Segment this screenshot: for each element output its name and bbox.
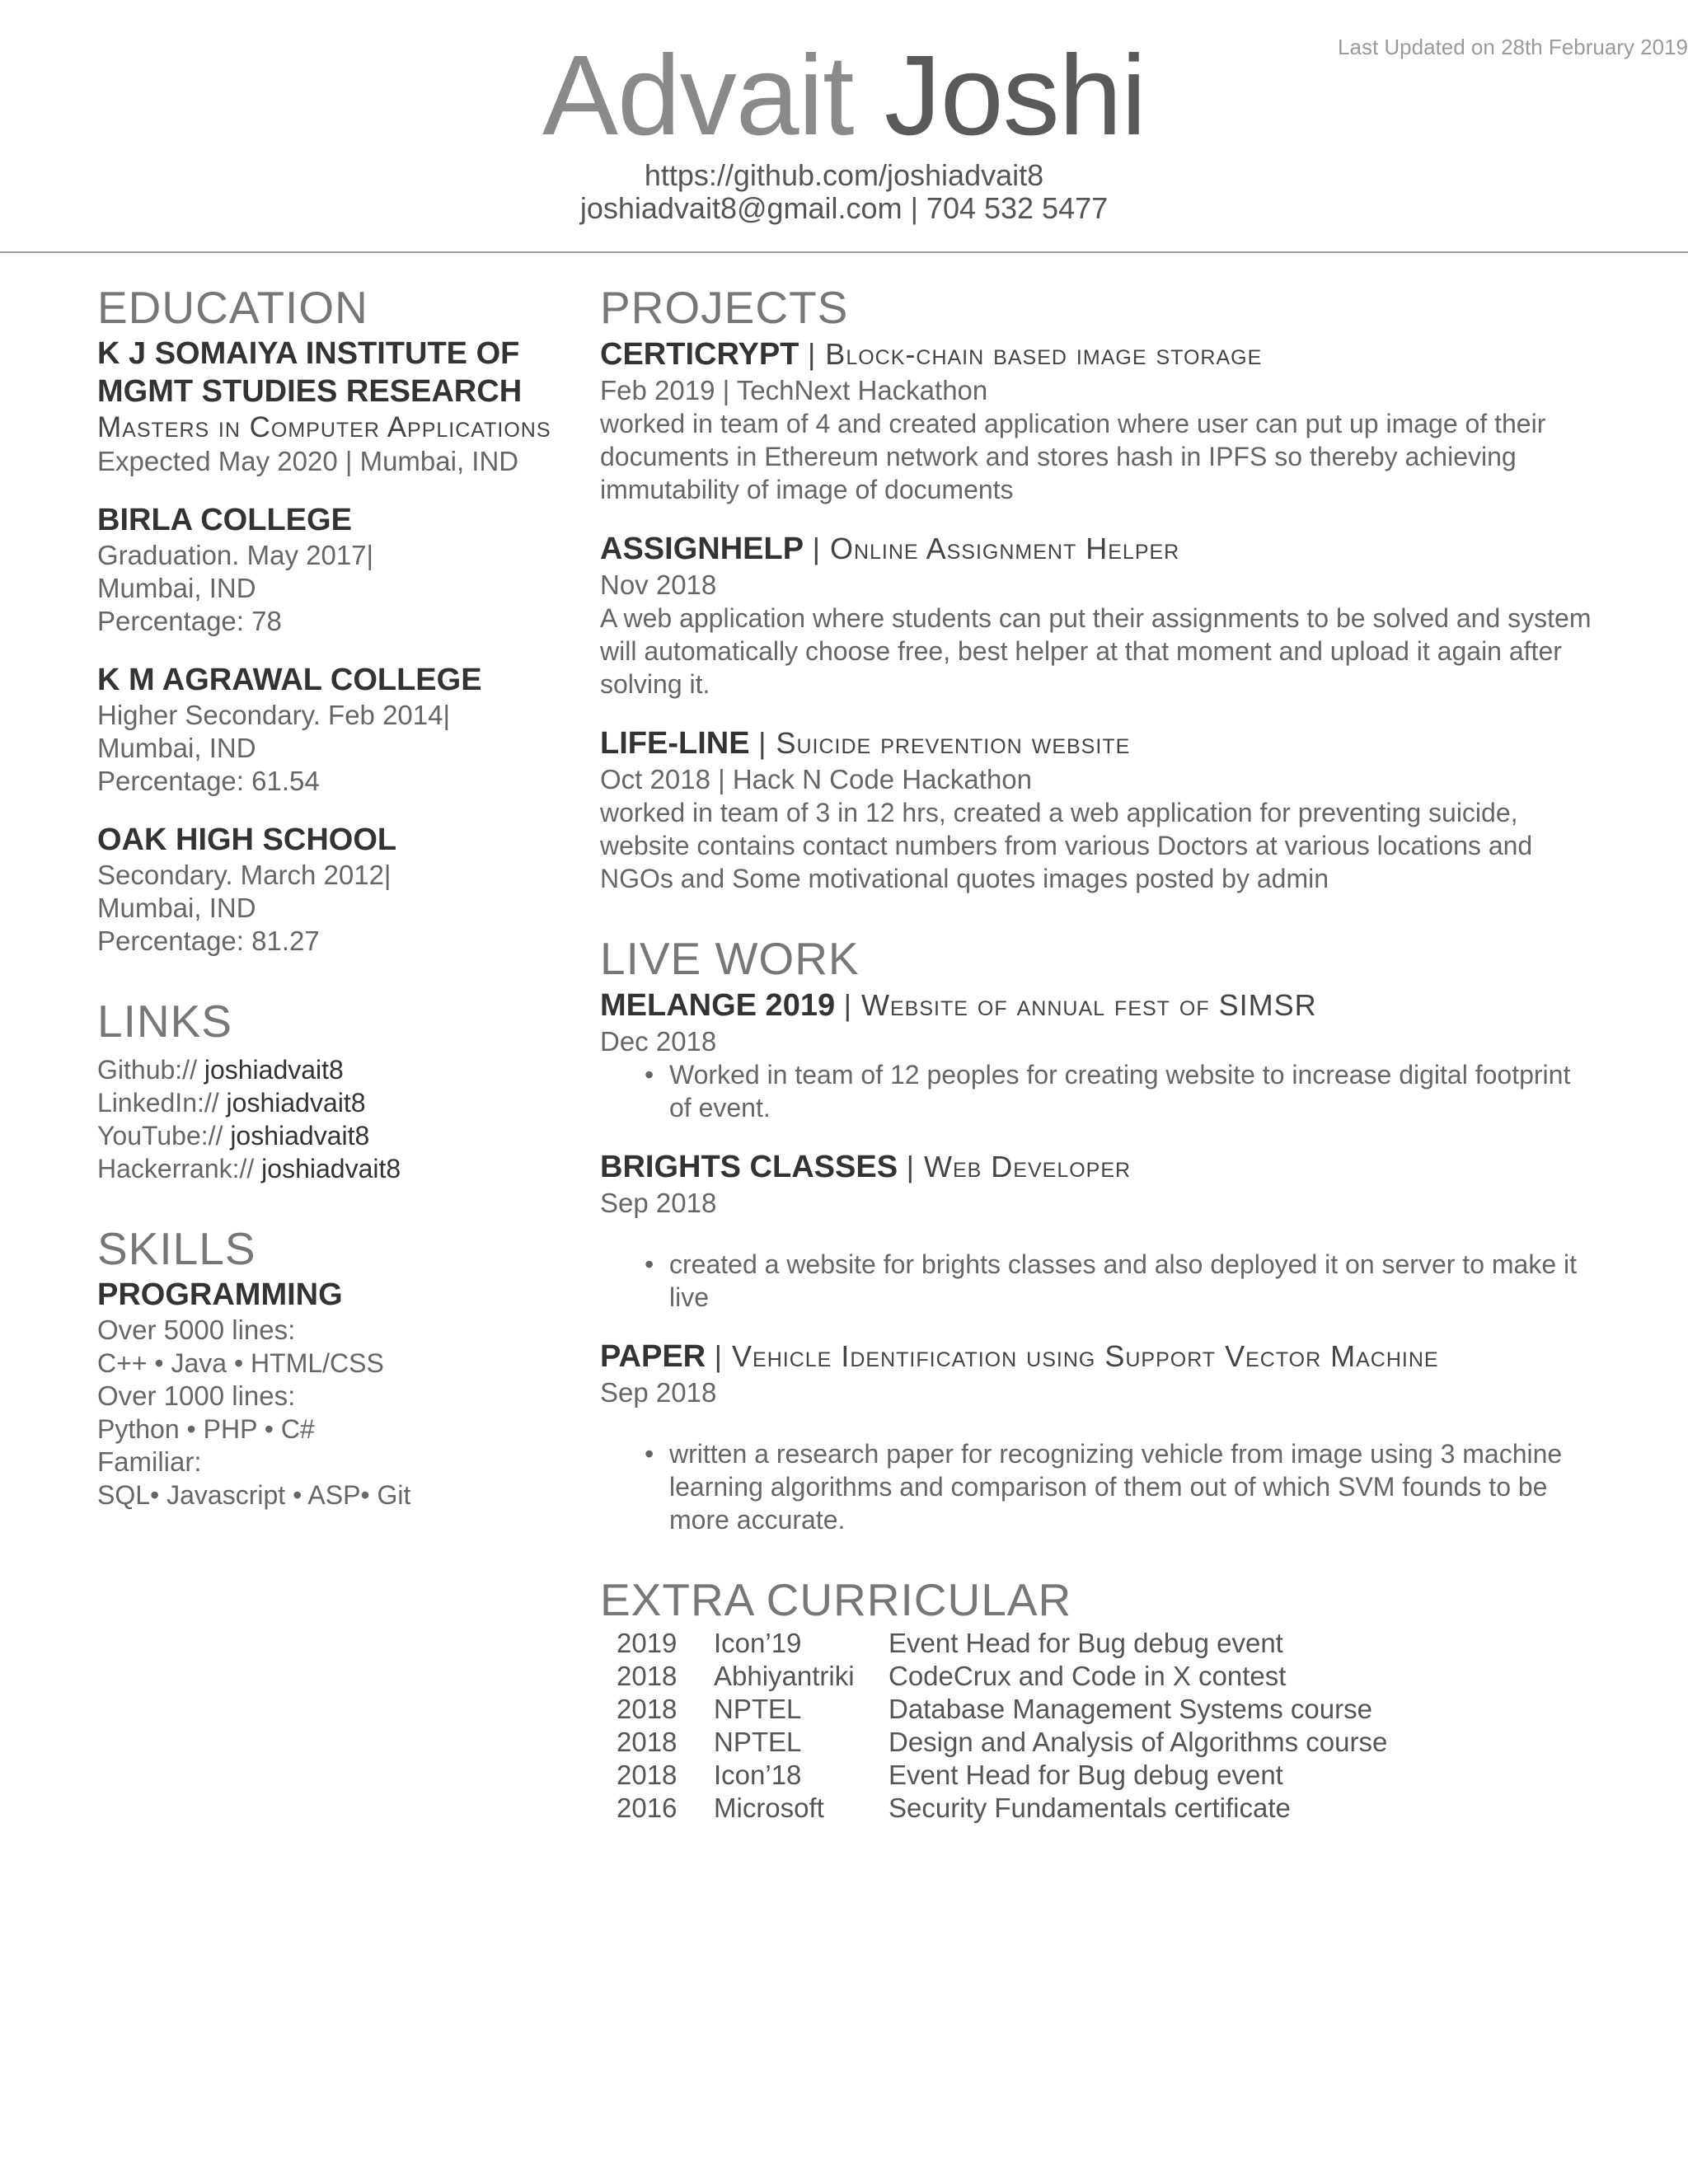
link-hackerrank[interactable] (97, 1152, 559, 1185)
projects-heading: PROJECTS (600, 282, 849, 333)
live-work-title (600, 1337, 1622, 1376)
table-row (617, 1759, 1387, 1792)
live-work-item (600, 1147, 1622, 1314)
bullet-line: learning algorithms and comparison of them out of which SVM founds to be (669, 1472, 1548, 1502)
live-work-heading: LIVE WORK (600, 933, 860, 984)
project-description: | Online Assignment Helper (812, 532, 1180, 565)
desc-cell: Event Head for Bug debug event (889, 1628, 1283, 1658)
live-work-title (600, 986, 1622, 1025)
link-label: LinkedIn:// (97, 1088, 219, 1118)
institution-name: K M AGRAWAL COLLEGE (97, 663, 482, 697)
project-text: worked in team of 3 in 12 hrs, created a web application for preventing suicide, (600, 798, 1518, 827)
live-work-name: BRIGHTS CLASSES (600, 1150, 898, 1184)
education-line: Secondary. March 2012| (97, 860, 392, 890)
live-work-description: | Vehicle Identification using Support Vector Machine (714, 1339, 1439, 1373)
bullet-item: • created a website for brights classes and also deployed it on server to make it live (645, 1249, 1578, 1312)
project-text: A web application where students can put their assignments to be solved and system (600, 603, 1592, 633)
link-value[interactable]: joshiadvait8 (230, 1121, 370, 1151)
link-label: YouTube:// (97, 1121, 223, 1151)
bullet-item: • Worked in team of 12 peoples for creating website to increase digital footprint of event. (645, 1060, 1571, 1122)
org-cell: Abhiyantriki (714, 1661, 855, 1691)
skills-subheading: PROGRAMMING (97, 1277, 343, 1312)
candidate-name (0, 32, 1688, 159)
education-line: Mumbai, IND (97, 893, 256, 923)
links-heading: LINKS (97, 996, 232, 1047)
extra-curricular-heading: EXTRA CURRICULAR (600, 1574, 1072, 1625)
project-text: worked in team of 4 and created application where user can put up image of their (600, 409, 1546, 438)
desc-cell: CodeCrux and Code in X contest (889, 1661, 1287, 1691)
skills-line: Familiar: (97, 1446, 202, 1477)
live-work-meta: Dec 2018 (600, 1026, 717, 1057)
left-column (97, 280, 559, 1511)
bullet-line: live (669, 1282, 710, 1312)
education-line: Percentage: 81.27 (97, 926, 320, 956)
project-text: solving it. (600, 669, 710, 699)
education-item (97, 661, 559, 798)
org-cell: NPTEL (714, 1727, 802, 1757)
project-name: LIFE-LINE (600, 726, 750, 761)
project-meta: Oct 2018 | Hack N Code Hackathon (600, 764, 1033, 794)
education-line: Higher Secondary. Feb 2014| (97, 700, 451, 730)
link-linkedin[interactable] (97, 1086, 559, 1119)
project-text: website contains contact numbers from various Doctors at various locations and (600, 831, 1533, 860)
link-label: Github:// (97, 1055, 197, 1085)
project-meta: Feb 2019 | TechNext Hackathon (600, 375, 988, 405)
degree-name: Masters in Computer Applications (97, 411, 551, 443)
project-title (600, 529, 1622, 569)
year-cell: 2018 (617, 1727, 678, 1757)
skills-line: Python • PHP • C# (97, 1414, 315, 1444)
skills-line: Over 5000 lines: (97, 1315, 296, 1345)
link-youtube[interactable] (97, 1119, 559, 1152)
education-line: Mumbai, IND (97, 733, 256, 763)
education-heading: EDUCATION (97, 282, 368, 333)
live-work-meta: Sep 2018 (600, 1188, 717, 1218)
project-name: ASSIGNHELP (600, 532, 804, 566)
first-name: Advait (542, 32, 854, 159)
live-work-name: MELANGE 2019 (600, 988, 836, 1023)
last-updated-note: Last Updated on 28th February 2019 (1338, 35, 1688, 59)
desc-cell: Database Management Systems course (889, 1694, 1372, 1724)
live-work-meta: Sep 2018 (600, 1377, 717, 1408)
education-detail: Expected May 2020 | Mumbai, IND (97, 446, 519, 476)
github-url-link[interactable]: https://github.com/joshiadvait8 (644, 158, 1044, 192)
education-line: Graduation. May 2017| (97, 540, 374, 570)
bullet-line: created a website for brights classes and also deployed it on server to make it (669, 1249, 1578, 1279)
live-work-description: | Website of annual fest of SIMSR (843, 988, 1317, 1022)
table-row (617, 1627, 1387, 1660)
contact-line (0, 191, 1688, 226)
education-line: Percentage: 78 (97, 606, 282, 636)
bullet-line: more accurate. (669, 1505, 846, 1535)
org-cell: Microsoft (714, 1793, 824, 1823)
project-item (600, 724, 1622, 895)
bullet-line: Worked in team of 12 peoples for creating website to increase digital footprint (669, 1060, 1571, 1090)
institution-name: BIRLA COLLEGE (97, 503, 352, 537)
org-cell: Icon’19 (714, 1628, 802, 1658)
education-item (97, 335, 559, 478)
extra-curricular-table (617, 1627, 1387, 1825)
year-cell: 2019 (617, 1628, 678, 1658)
skills-line: Over 1000 lines: (97, 1380, 296, 1411)
institution-name: OAK HIGH SCHOOL (97, 823, 397, 857)
skills-heading: SKILLS (97, 1223, 256, 1274)
education-line: Percentage: 61.54 (97, 766, 320, 796)
link-value[interactable]: joshiadvait8 (261, 1154, 401, 1183)
table-row (617, 1792, 1387, 1825)
table-row (617, 1693, 1387, 1726)
desc-cell: Design and Analysis of Algorithms course (889, 1727, 1388, 1757)
contact-separator: | (902, 191, 926, 225)
bullet-list (645, 1058, 1622, 1124)
link-label: Hackerrank:// (97, 1154, 255, 1183)
live-work-name: PAPER (600, 1339, 706, 1374)
desc-cell: Event Head for Bug debug event (889, 1760, 1283, 1790)
live-work-item (600, 1337, 1622, 1536)
email-link[interactable]: joshiadvait8@gmail.com (579, 191, 903, 225)
project-title (600, 724, 1622, 763)
last-name: Joshi (884, 32, 1146, 159)
year-cell: 2018 (617, 1661, 678, 1691)
table-row (617, 1660, 1387, 1693)
skills-line: SQL• Javascript • ASP• Git (97, 1480, 411, 1510)
header-divider (0, 251, 1688, 253)
year-cell: 2016 (617, 1793, 678, 1823)
org-cell: Icon’18 (714, 1760, 802, 1790)
desc-cell: Security Fundamentals certificate (889, 1793, 1291, 1823)
project-text: will automatically choose free, best helper at that moment and upload it again after (600, 636, 1562, 666)
link-value[interactable]: joshiadvait8 (204, 1055, 344, 1085)
link-value[interactable]: joshiadvait8 (226, 1088, 366, 1118)
education-item (97, 821, 559, 958)
project-text: NGOs and Some motivational quotes images posted by admin (600, 864, 1329, 893)
bullet-list (645, 1437, 1622, 1536)
bullet-line: written a research paper for recognizing vehicle from image using 3 machine (669, 1439, 1563, 1469)
education-item (97, 501, 559, 638)
right-column (600, 280, 1622, 1825)
phone-number: 704 532 5477 (926, 191, 1109, 225)
project-description: | Block-chain based image storage (807, 337, 1263, 371)
live-work-description: | Web Developer (906, 1150, 1132, 1183)
year-cell: 2018 (617, 1694, 678, 1724)
bullet-line: of event. (669, 1093, 771, 1122)
project-name: CERTICRYPT (600, 337, 799, 372)
institution-name: K J SOMAIYA INSTITUTE OF MGMT STUDIES RESEARCH (97, 336, 523, 409)
skills-line: C++ • Java • HTML/CSS (97, 1348, 384, 1378)
project-title (600, 335, 1622, 374)
project-meta: Nov 2018 (600, 569, 717, 600)
project-item (600, 335, 1622, 506)
project-text: documents in Ethereum network and stores hash in IPFS so thereby achieving (600, 442, 1517, 471)
bullet-list (645, 1248, 1622, 1314)
org-cell: NPTEL (714, 1694, 802, 1724)
year-cell: 2018 (617, 1760, 678, 1790)
project-description: | Suicide prevention website (758, 726, 1131, 760)
live-work-title (600, 1147, 1622, 1187)
project-text: immutability of image of documents (600, 475, 1014, 504)
project-item (600, 529, 1622, 701)
table-row (617, 1726, 1387, 1759)
bullet-item: • written a research paper for recognizing vehicle from image using 3 machine learning algorithms and comparison of them out of which SVM founds to be more accurate. (645, 1439, 1563, 1535)
live-work-item (600, 986, 1622, 1124)
education-line: Mumbai, IND (97, 573, 256, 603)
link-github[interactable] (97, 1053, 559, 1086)
